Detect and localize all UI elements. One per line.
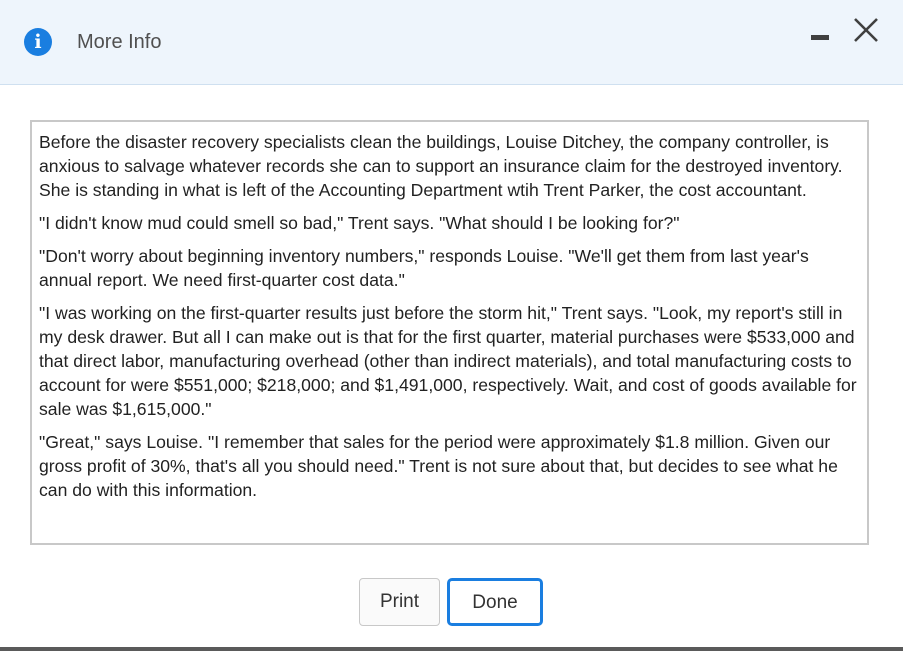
info-paragraph: "I didn't know mud could smell so bad," Trent says. "What should I be looking for?": [39, 213, 680, 233]
bottom-divider: [0, 647, 903, 651]
info-icon-glyph: i: [34, 31, 42, 53]
minimize-icon: [811, 35, 829, 40]
print-button[interactable]: Print: [359, 578, 440, 626]
info-content-box: [30, 120, 869, 545]
dialog-title: More Info: [77, 31, 162, 53]
minimize-button[interactable]: [808, 18, 834, 44]
info-paragraph: "Great," says Louise. "I remember that sales for the period were approximately $1.8 million. Given our gross profit of 30%, that's all you should need." Trent is not sure about that, but decides to see what he can do with this information.: [39, 432, 838, 500]
close-icon: [850, 14, 882, 46]
info-icon: [24, 28, 52, 56]
info-paragraph: Before the disaster recovery specialists clean the buildings, Louise Ditchey, the company controller, is anxious to salvage whatever records she can to support an insurance claim for the destroyed inventory. She is standing in what is left of the Accounting Department wtih Trent Parker, the cost accountant.: [39, 132, 843, 200]
info-paragraph: "I was working on the first-quarter results just before the storm hit," Trent says. "Look, my report's still in my desk drawer. But all I can make out is that for the first quarter, material purchases were $533,000 and that direct labor, manufacturing overhead (other than indirect materials), and total manufacturing costs to account for were $551,000; $218,000; and $1,491,000, respectively. Wait, and cost of goods available for sale was $1,615,000.": [39, 303, 857, 419]
close-button[interactable]: [850, 14, 882, 46]
dialog-title-bar: [0, 0, 903, 85]
done-button[interactable]: Done: [447, 578, 543, 626]
info-paragraph: "Don't worry about beginning inventory numbers," responds Louise. "We'll get them from last year's annual report. We need first-quarter cost data.": [39, 246, 809, 290]
